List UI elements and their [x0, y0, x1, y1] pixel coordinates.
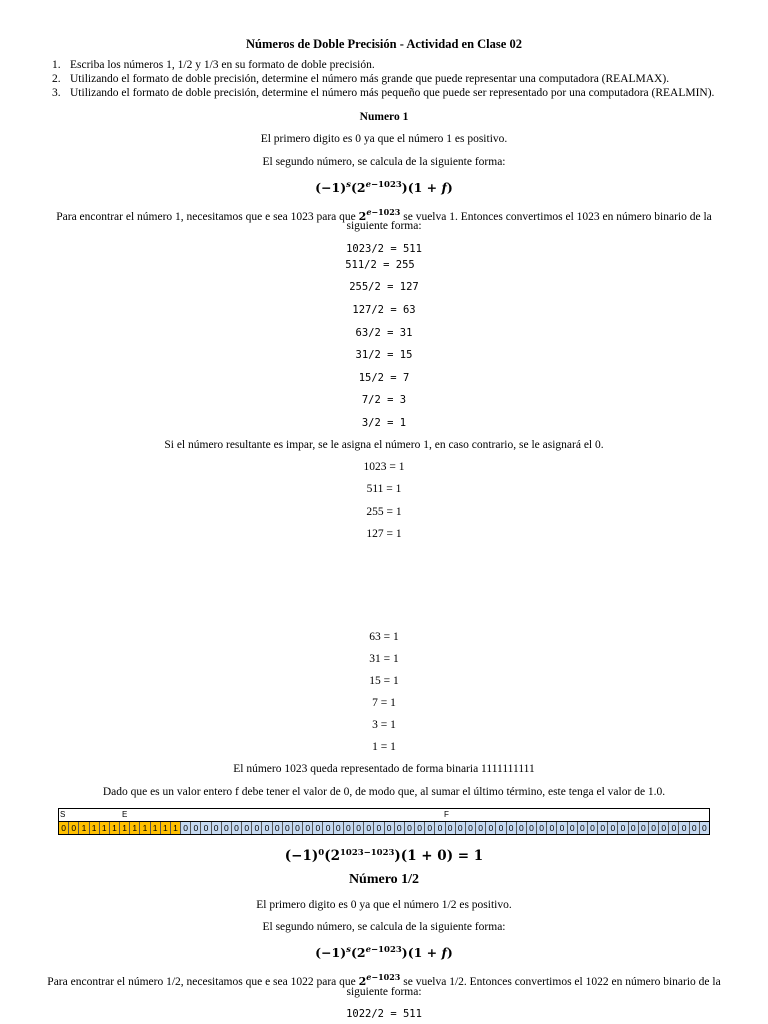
document-title: Números de Doble Precisión - Actividad en Clase 02 [246, 37, 522, 51]
result-line: 63 = 1 [369, 631, 399, 643]
fraction-bit: 0 [323, 822, 333, 834]
fraction-bit: 0 [222, 822, 232, 834]
result-line: 255 = 1 [366, 506, 402, 518]
paragraph-rule: Si el número resultante es impar, se le asigna el número 1, en caso contrario, se le asignará el 0. [164, 439, 604, 451]
division-step: 15/2 = 7 [358, 372, 410, 384]
fraction-bit: 0 [303, 822, 313, 834]
fraction-bit: 0 [517, 822, 527, 834]
fraction-bit: 0 [385, 822, 395, 834]
fraction-bit: 0 [486, 822, 496, 834]
paragraph-fraction: Dado que es un valor entero f debe tener el valor de 0, de modo que, al sumar el último término, este tenga el valor de 1.0. [102, 786, 666, 798]
fraction-bit: 0 [476, 822, 486, 834]
fraction-bit: 0 [415, 822, 425, 834]
sign-bit: 0 [59, 822, 69, 834]
exponent-bit: 1 [130, 822, 140, 834]
fraction-bit: 0 [374, 822, 384, 834]
fraction-bit: 0 [313, 822, 323, 834]
paragraph-text: Para encontrar el número 1, necesitamos que e sea 1023 para que [56, 211, 356, 223]
paragraph-text: Para encontrar el número 1/2, necesitamos que e sea 1022 para que [47, 976, 356, 988]
fraction-bit: 0 [669, 822, 679, 834]
result-line: 15 = 1 [369, 675, 399, 687]
fraction-bit: 0 [496, 822, 506, 834]
exponent-bit: 1 [151, 822, 161, 834]
fraction-bit: 0 [527, 822, 537, 834]
fraction-bit: 0 [598, 822, 608, 834]
division-step: 31/2 = 15 [355, 349, 413, 361]
fraction-bit: 0 [181, 822, 191, 834]
fraction-bit: 0 [578, 822, 588, 834]
paragraph-formula-intro: El segundo número, se calcula de la siguiente forma: [262, 921, 506, 933]
fraction-bit: 0 [446, 822, 456, 834]
list-number: 3. [52, 87, 61, 99]
fraction-bit: 0 [618, 822, 628, 834]
fraction-bit: 0 [201, 822, 211, 834]
division-step: 3/2 = 1 [361, 417, 407, 429]
formula-general: $(-1)^s(2^{e-1023})(1 + f)$ [315, 945, 453, 960]
fraction-bit: 0 [507, 822, 517, 834]
paragraph-continuation: siguiente forma: [346, 986, 422, 998]
result-line: 7 = 1 [372, 697, 396, 709]
exponent-bit: 1 [110, 822, 120, 834]
instruction-list [52, 58, 714, 100]
division-step: 1023/2 = 511 [346, 243, 422, 255]
fraction-bit: 0 [273, 822, 283, 834]
division-step: 1022/2 = 511 [346, 1008, 422, 1020]
paragraph-formula-intro: El segundo número, se calcula de la siguiente forma: [262, 156, 506, 168]
fraction-bit: 0 [557, 822, 567, 834]
section-heading-numero-1: Numero 1 [359, 111, 409, 123]
list-item [52, 86, 714, 100]
fraction-bit: 0 [456, 822, 466, 834]
exponent-bit: 1 [90, 822, 100, 834]
exponent-bit: 1 [161, 822, 171, 834]
paragraph-text: se vuelva 1. Entonces convertimos el 1023 en número binario de la [403, 211, 712, 223]
division-step: 255/2 = 127 [349, 281, 419, 293]
fraction-bit: 0 [293, 822, 303, 834]
division-step: 511/2 = 255 [345, 259, 415, 271]
fraction-bit: 0 [435, 822, 445, 834]
fraction-bit: 0 [191, 822, 201, 834]
list-item [52, 58, 714, 72]
fraction-bit: 0 [659, 822, 669, 834]
fraction-bit: 0 [608, 822, 618, 834]
fraction-bit: 0 [700, 822, 709, 834]
paragraph-sign: El primero digito es 0 ya que el número 1 es positivo. [260, 133, 508, 145]
list-item [52, 72, 714, 86]
fraction-bit: 0 [364, 822, 374, 834]
section-heading-numero-half: Número 1/2 [348, 872, 420, 887]
exponent-bit: 1 [120, 822, 130, 834]
exponent-bit: 1 [171, 822, 181, 834]
fraction-bit: 0 [547, 822, 557, 834]
list-text: Escriba los números 1, 1/2 y 1/3 en su formato de doble precisión. [70, 59, 375, 71]
formula-general: $(-1)^s(2^{e-1023})(1 + f)$ [315, 180, 453, 195]
division-step: 63/2 = 31 [355, 327, 413, 339]
fraction-bit: 0 [395, 822, 405, 834]
result-line: 31 = 1 [369, 653, 399, 665]
list-number: 2. [52, 73, 61, 85]
list-text: Utilizando el formato de doble precisión, determine el número más pequeño que puede ser representado por una computadora (REALMIN). [70, 87, 715, 99]
fraction-bit: 0 [262, 822, 272, 834]
sign-label: S [60, 810, 66, 819]
exponent-bit: 1 [100, 822, 110, 834]
fraction-bit: 0 [212, 822, 222, 834]
paragraph-sign: El primero digito es 0 ya que el número 1/2 es positivo. [256, 899, 512, 911]
exponent-bit: 1 [140, 822, 150, 834]
result-line: 3 = 1 [372, 719, 396, 731]
fraction-bit: 0 [568, 822, 578, 834]
result-line: 127 = 1 [366, 528, 402, 540]
paragraph-text: se vuelva 1/2. Entonces convertimos el 1022 en número binario de la [403, 976, 721, 988]
result-line: 1 = 1 [372, 741, 396, 753]
list-number: 1. [52, 59, 61, 71]
formula-result-1: $(-1)^0(2^{1023-1023})(1 + 0) = 1$ [284, 848, 484, 864]
bit-row [58, 822, 710, 835]
exponent-label: E [122, 810, 128, 819]
fraction-bit: 0 [425, 822, 435, 834]
fraction-bit: 0 [283, 822, 293, 834]
division-step: 7/2 = 3 [361, 394, 407, 406]
result-line: 511 = 1 [366, 483, 402, 495]
inline-formula: $2^{e-1023}$ [358, 207, 401, 223]
bit-table [58, 808, 710, 835]
paragraph-continuation: siguiente forma: [346, 220, 422, 232]
list-text: Utilizando el formato de doble precisión, determine el número más grande que puede representar una computadora (REALMAX). [70, 73, 670, 85]
fraction-bit: 0 [629, 822, 639, 834]
fraction-bit: 0 [252, 822, 262, 834]
paragraph-binary: El número 1023 queda representado de forma binaria 1111111111 [233, 763, 535, 775]
fraction-bit: 0 [537, 822, 547, 834]
fraction-bit: 0 [679, 822, 689, 834]
fraction-bit: 0 [639, 822, 649, 834]
fraction-bit: 0 [649, 822, 659, 834]
exponent-bit: 0 [69, 822, 79, 834]
fraction-label: F [444, 810, 449, 819]
fraction-bit: 0 [354, 822, 364, 834]
fraction-bit: 0 [344, 822, 354, 834]
fraction-bit: 0 [466, 822, 476, 834]
bit-table-header [58, 808, 710, 822]
inline-formula: $2^{e-1023}$ [358, 972, 401, 988]
fraction-bit: 0 [588, 822, 598, 834]
exponent-bit: 1 [79, 822, 89, 834]
fraction-bit: 0 [232, 822, 242, 834]
fraction-bit: 0 [242, 822, 252, 834]
result-line: 1023 = 1 [363, 461, 405, 473]
fraction-bit: 0 [405, 822, 415, 834]
fraction-bit: 0 [334, 822, 344, 834]
fraction-bit: 0 [690, 822, 700, 834]
division-step: 127/2 = 63 [352, 304, 416, 316]
